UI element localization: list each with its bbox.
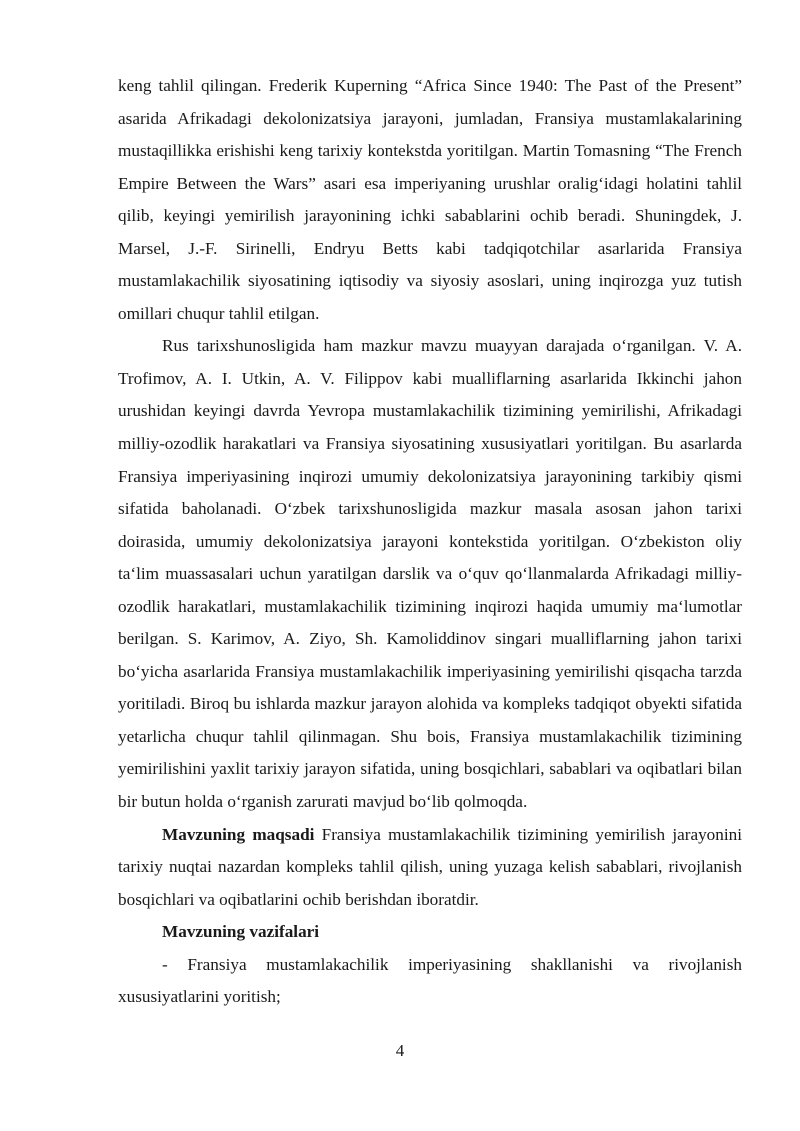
goal-text: Fransiya mustamlakachilik tizimining yemirilish jarayonini tarixiy nuqtai nazardan kompleks tahlil qilish, uning yuzaga kelish sabablari, rivojlanish bosqichlari va oqibatlarini ochib berishdan iboratdir. <box>118 824 742 909</box>
paragraph-goal <box>118 819 742 917</box>
task-item-1: - Fransiya mustamlakachilik imperiyasining shakllanishi va rivojlanish xususiyatlarini yoritish; <box>118 954 742 1007</box>
page-number: 4 <box>395 1041 405 1060</box>
paragraph-historiography-foreign: keng tahlil qilingan. Frederik Kuperning “Africa Since 1940: The Past of the Present” asarida Afrikadagi dekolonizatsiya jarayoni, jumladan, Fransiya mustamlakalarining mustaqillikka erishishi keng tarixiy kontekstda yoritilgan. Martin Tomasning “The French Empire Between the Wars” asari esa imperiyaning urushlar oralig‘idagi holatini tahlil qilib, keyingi yemirilish jarayonining ichki sabablarini ochib beradi. Shuningdek, J. Marsel, J.-F. Sirinelli, Endryu Betts kabi tadqiqotchilar asarlarida Fransiya mustamlakachilik siyosatining iqtisodiy va siyosiy asoslari, uning inqirozga yuz tutish omillari chuqur tahlil etilgan. <box>118 76 742 323</box>
goal-heading: Mavzuning maqsadi <box>162 824 315 844</box>
paragraph-historiography-russian-uzbek: Rus tarixshunosligida ham mazkur mavzu muayyan darajada o‘rganilgan. V. A. Trofimov, A. I. Utkin, A. V. Filippov kabi mualliflarning asarlarida Ikkinchi jahon urushidan keyingi davrda Yevropa mustamlakachilik tizimining yemirilishi, Afrikadagi milliy-ozodlik harakatlari va Fransiya siyosatining xususiyatlari yoritilgan. Bu asarlarda Fransiya imperiyasining inqirozi umumiy dekolonizatsiya jarayonining tarkibiy qismi sifatida baholanadi. O‘zbek tarixshunosligida mazkur masala asosan jahon tarixi doirasida, umumiy dekolonizatsiya jarayoni kontekstida yoritilgan. O‘zbekiston oliy ta‘lim muassasalari uchun yaratilgan darslik va o‘quv qo‘llanmalarda Afrikadagi milliy-ozodlik harakatlari, mustamlakachilik tizimining inqirozi haqida umumiy ma‘lumotlar berilgan. S. Karimov, A. Ziyo, Sh. Kamoliddinov singari mualliflarning jahon tarixi bo‘yicha asarlarida Fransiya mustamlakachilik imperiyasining yemirilishi qisqacha tarzda yoritiladi. Biroq bu ishlarda mazkur jarayon alohida va kompleks tadqiqot obyekti sifatida yetarlicha chuqur tahlil qilinmagan. Shu bois, Fransiya mustamlakachilik tizimining yemirilishini yaxlit tarixiy jarayon sifatida, uning bosqichlari, sabablari va oqibatlari bilan bir butun holda o‘rganish zarurati mavjud bo‘lib qolmoqda. <box>118 336 742 812</box>
tasks-heading: Mavzuning vazifalari <box>162 922 320 942</box>
document-body <box>118 70 742 1014</box>
